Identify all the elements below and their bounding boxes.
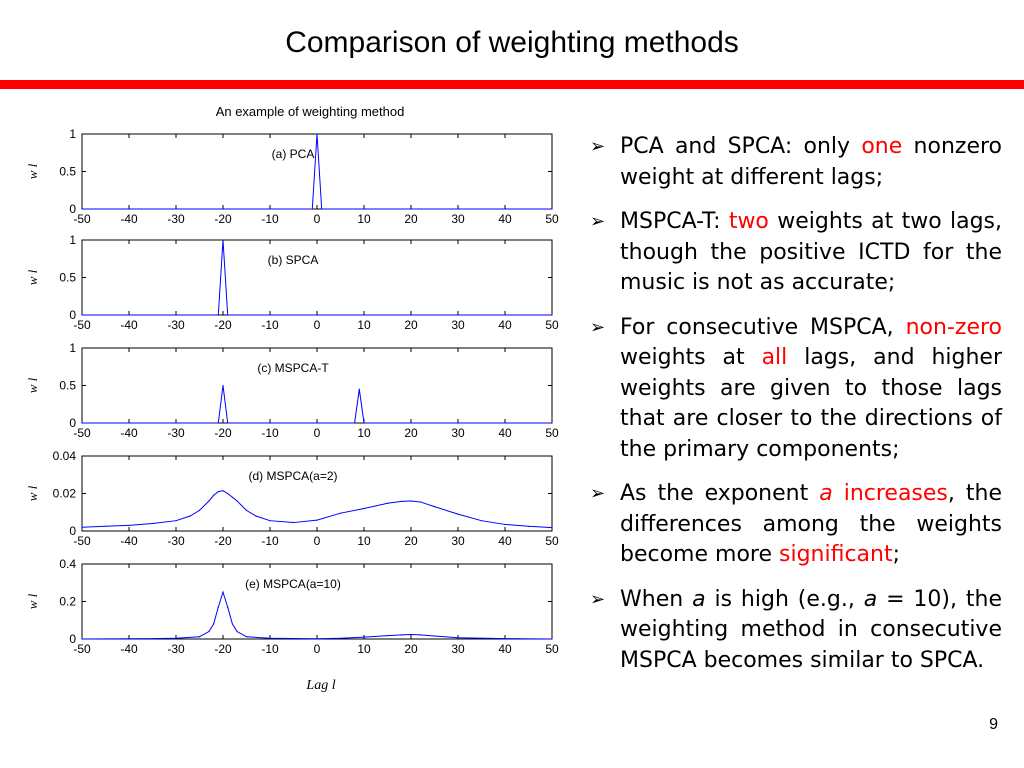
y-tick-label: 0.5 xyxy=(59,270,76,285)
data-point xyxy=(410,500,411,501)
x-tick-label: -40 xyxy=(120,318,138,332)
data-point xyxy=(81,422,82,423)
data-point xyxy=(81,638,82,639)
subplot-label: (c) MSPCA-T xyxy=(257,361,329,375)
x-tick-label: 10 xyxy=(357,534,371,548)
bullet-text: weights at two lags, though the positive ICTD for the music is not as accurate; xyxy=(620,209,1002,295)
bullet-text: = 10), the weighting method in consecutive MSPCA becomes similar to SPCA. xyxy=(620,586,1003,673)
data-point xyxy=(175,520,176,521)
y-axis-label: w l xyxy=(25,269,40,286)
data-point xyxy=(232,497,233,498)
series-line xyxy=(82,386,552,424)
subplot-5 xyxy=(25,557,559,656)
data-point xyxy=(420,634,421,635)
x-tick-label: 50 xyxy=(545,642,559,656)
x-tick-label: 50 xyxy=(545,426,559,440)
bullet-item xyxy=(588,132,1002,193)
x-tick-label: 0 xyxy=(313,642,321,656)
data-point xyxy=(218,422,219,423)
data-point xyxy=(175,638,176,639)
x-tick-label: -20 xyxy=(214,426,232,440)
x-tick-label: 40 xyxy=(498,212,512,226)
data-point xyxy=(481,520,482,521)
x-tick-label: 20 xyxy=(404,642,418,656)
x-axis-label: Lag l xyxy=(306,678,336,693)
data-point xyxy=(246,636,247,637)
x-tick-label: 20 xyxy=(404,212,418,226)
data-point xyxy=(222,592,223,593)
bullet-text: increases xyxy=(843,481,948,506)
data-point xyxy=(321,208,322,209)
x-tick-label: -10 xyxy=(261,212,279,226)
y-tick-label: 1 xyxy=(69,127,76,141)
arrow-bullet-icon: ➢ xyxy=(590,211,606,232)
x-tick-label: 30 xyxy=(451,318,465,332)
y-axis-label: w l xyxy=(25,485,40,502)
series-line xyxy=(82,592,552,639)
subplot-1 xyxy=(25,127,559,226)
data-point xyxy=(199,510,200,511)
x-tick-label: 20 xyxy=(404,426,418,440)
x-tick-label: -10 xyxy=(261,534,279,548)
data-point xyxy=(232,623,233,624)
data-point xyxy=(410,634,411,635)
data-point xyxy=(420,501,421,502)
bullet-text: one xyxy=(861,134,903,159)
data-point xyxy=(551,638,552,639)
data-point xyxy=(316,133,317,134)
bullet-text: significant xyxy=(779,542,893,567)
x-tick-label: 50 xyxy=(545,534,559,548)
y-tick-label: 0 xyxy=(69,632,76,646)
data-point xyxy=(340,638,341,639)
x-tick-label: -50 xyxy=(73,642,91,656)
data-point xyxy=(218,607,219,608)
x-tick-label: -40 xyxy=(120,426,138,440)
bullet-text: When xyxy=(620,586,693,612)
data-point xyxy=(227,422,228,423)
data-point xyxy=(246,510,247,511)
bullet-text: PCA and SPCA: only xyxy=(620,134,862,159)
bullet-list xyxy=(588,132,1002,690)
plot-frame xyxy=(82,240,552,315)
data-point xyxy=(81,527,82,528)
data-point xyxy=(152,638,153,639)
x-tick-label: -40 xyxy=(120,212,138,226)
subplot-label: (d) MSPCA(a=2) xyxy=(248,469,338,483)
x-tick-label: -30 xyxy=(167,642,185,656)
data-point xyxy=(222,239,223,240)
data-point xyxy=(213,495,214,496)
data-point xyxy=(105,526,106,527)
bullet-text: is high (e.g., xyxy=(705,586,864,612)
x-tick-label: 0 xyxy=(313,212,321,226)
x-tick-label: -20 xyxy=(214,642,232,656)
data-point xyxy=(293,522,294,523)
y-tick-label: 0.5 xyxy=(59,164,76,179)
data-point xyxy=(222,490,223,491)
data-point xyxy=(208,500,209,501)
bullet-text: ; xyxy=(892,542,901,567)
data-point xyxy=(237,500,238,501)
data-point xyxy=(551,422,552,423)
subplot-label: (a) PCA xyxy=(271,147,315,161)
data-point xyxy=(199,636,200,637)
data-point xyxy=(504,638,505,639)
x-tick-label: -10 xyxy=(261,426,279,440)
bullet-item xyxy=(588,207,1002,299)
arrow-bullet-icon: ➢ xyxy=(590,316,606,338)
y-tick-label: 0 xyxy=(69,416,76,430)
series-line xyxy=(82,134,552,209)
bullet-text: nonzero weight at different lags; xyxy=(620,134,1002,190)
subplot-3 xyxy=(25,341,559,440)
x-tick-label: 0 xyxy=(313,534,321,548)
bullet-text: lags, and higher weights are given to those lags that are closer to the directions of the primary components; xyxy=(620,345,1002,462)
data-point xyxy=(551,527,552,528)
data-point xyxy=(255,515,256,516)
subplot-2 xyxy=(25,233,559,332)
data-point xyxy=(363,422,364,423)
figure-title: An example of weighting method xyxy=(215,104,405,119)
x-tick-label: -20 xyxy=(214,534,232,548)
data-point xyxy=(227,493,228,494)
x-tick-label: 10 xyxy=(357,426,371,440)
x-tick-label: 40 xyxy=(498,642,512,656)
data-point xyxy=(316,520,317,521)
x-tick-label: 40 xyxy=(498,318,512,332)
x-tick-label: 50 xyxy=(545,212,559,226)
subplot-label: (e) MSPCA(a=10) xyxy=(245,577,341,591)
y-tick-label: 0.02 xyxy=(52,486,76,501)
bullet-item xyxy=(588,313,1002,466)
data-point xyxy=(457,637,458,638)
bullet-text: non-zero xyxy=(905,314,1002,340)
x-tick-label: 10 xyxy=(357,212,371,226)
y-tick-label: 0.2 xyxy=(59,594,76,609)
x-tick-label: 30 xyxy=(451,212,465,226)
y-tick-label: 0 xyxy=(69,202,76,216)
data-point xyxy=(434,635,435,636)
x-tick-label: -50 xyxy=(73,534,91,548)
bullet-item xyxy=(588,585,1002,677)
x-tick-label: -30 xyxy=(167,318,185,332)
x-tick-label: -50 xyxy=(73,212,91,226)
data-point xyxy=(363,508,364,509)
data-point xyxy=(218,491,219,492)
bullet-text: all xyxy=(761,345,788,370)
y-tick-label: 0 xyxy=(69,308,76,322)
x-tick-label: 30 xyxy=(451,642,465,656)
data-point xyxy=(387,635,388,636)
x-tick-label: 50 xyxy=(545,318,559,332)
x-tick-label: -30 xyxy=(167,426,185,440)
data-point xyxy=(208,631,209,632)
x-tick-label: -30 xyxy=(167,212,185,226)
data-point xyxy=(401,501,402,502)
y-tick-label: 0.5 xyxy=(59,378,76,393)
data-point xyxy=(213,623,214,624)
data-point xyxy=(312,208,313,209)
y-axis-label: w l xyxy=(25,593,40,610)
data-point xyxy=(81,314,82,315)
x-tick-label: -40 xyxy=(120,642,138,656)
plot-frame xyxy=(82,564,552,639)
x-tick-label: 30 xyxy=(451,426,465,440)
bullet-text: a xyxy=(819,481,833,506)
data-point xyxy=(269,638,270,639)
data-point xyxy=(316,638,317,639)
y-tick-label: 0.4 xyxy=(59,557,76,571)
data-point xyxy=(222,385,223,386)
x-tick-label: -20 xyxy=(214,318,232,332)
x-tick-label: 30 xyxy=(451,534,465,548)
y-tick-label: 0.04 xyxy=(52,449,76,463)
data-point xyxy=(227,607,228,608)
bullet-text: As the exponent xyxy=(620,481,820,506)
data-point xyxy=(237,631,238,632)
weighting-chart xyxy=(0,120,580,710)
plot-frame xyxy=(82,348,552,423)
bullet-text: For consecutive MSPCA, xyxy=(620,314,906,340)
x-tick-label: -50 xyxy=(73,318,91,332)
arrow-bullet-icon: ➢ xyxy=(590,588,606,610)
subplot-label: (b) SPCA xyxy=(267,253,319,267)
x-tick-label: 0 xyxy=(313,318,321,332)
bullet-item xyxy=(588,479,1002,571)
bullet-text: a xyxy=(863,586,878,612)
x-tick-label: 10 xyxy=(357,318,371,332)
data-point xyxy=(401,634,402,635)
x-tick-label: -40 xyxy=(120,534,138,548)
x-tick-label: 20 xyxy=(404,534,418,548)
page-number: 9 xyxy=(989,716,998,733)
data-point xyxy=(81,208,82,209)
data-point xyxy=(551,314,552,315)
data-point xyxy=(152,523,153,524)
data-point xyxy=(227,314,228,315)
y-axis-label: w l xyxy=(25,377,40,394)
y-tick-label: 1 xyxy=(69,341,76,355)
data-point xyxy=(528,526,529,527)
x-tick-label: -10 xyxy=(261,642,279,656)
x-tick-label: 0 xyxy=(313,426,321,440)
data-point xyxy=(434,506,435,507)
x-tick-label: -20 xyxy=(214,212,232,226)
bullet-text: MSPCA-T: xyxy=(620,209,729,234)
bullet-text xyxy=(833,481,844,506)
bullet-text: two xyxy=(728,209,769,234)
data-point xyxy=(457,514,458,515)
x-tick-label: -50 xyxy=(73,426,91,440)
slide-title: Comparison of weighting methods xyxy=(285,26,739,59)
data-point xyxy=(218,314,219,315)
bullet-text: weights at xyxy=(620,345,762,370)
data-point xyxy=(363,637,364,638)
bullet-text: , the differences among the weights become more xyxy=(620,481,1002,567)
data-point xyxy=(551,208,552,209)
y-tick-label: 0 xyxy=(69,524,76,538)
data-point xyxy=(354,422,355,423)
subplot-4 xyxy=(25,449,559,548)
data-point xyxy=(128,525,129,526)
x-tick-label: 20 xyxy=(404,318,418,332)
data-point xyxy=(190,515,191,516)
title-divider xyxy=(0,80,1024,89)
x-tick-label: -10 xyxy=(261,318,279,332)
data-point xyxy=(504,524,505,525)
series-line xyxy=(82,491,552,528)
data-point xyxy=(387,503,388,504)
series-line xyxy=(82,240,552,315)
data-point xyxy=(340,513,341,514)
arrow-bullet-icon: ➢ xyxy=(590,136,606,157)
x-tick-label: 40 xyxy=(498,534,512,548)
x-tick-label: 10 xyxy=(357,642,371,656)
y-tick-label: 1 xyxy=(69,233,76,247)
bullet-text: a xyxy=(692,586,706,612)
x-tick-label: -30 xyxy=(167,534,185,548)
data-point xyxy=(269,520,270,521)
plot-frame xyxy=(82,134,552,209)
data-point xyxy=(359,389,360,390)
y-axis-label: w l xyxy=(25,163,40,180)
arrow-bullet-icon: ➢ xyxy=(590,483,606,504)
x-tick-label: 40 xyxy=(498,426,512,440)
